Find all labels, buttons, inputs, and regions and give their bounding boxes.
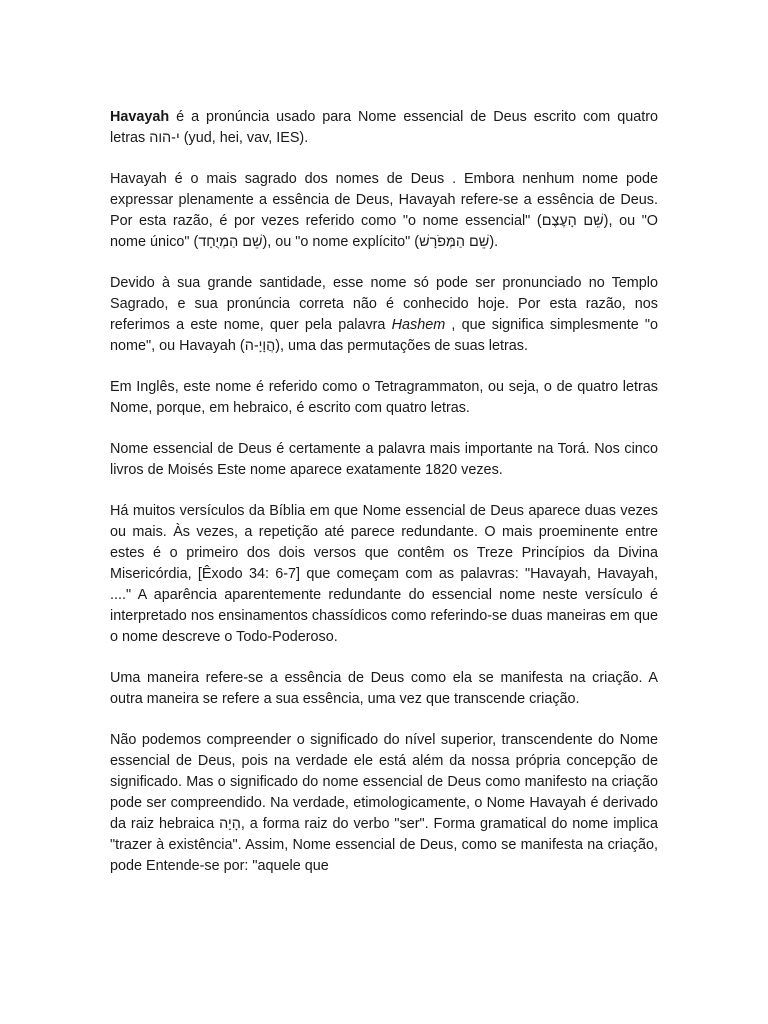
hebrew-havayah: הֲוָיָ-ה: [244, 338, 276, 354]
paragraph-3-text-b: , que significa simplesmente "o nome", ou Havayah (: [110, 317, 658, 354]
paragraph-4: Em Inglês, este nome é referido como o Tetragrammaton, ou seja, o de quatro letras Nome, porque, em hebraico, é escrito com quatro letras.: [110, 379, 658, 416]
hebrew-shem-hamforash: שֵׁם הַמְּפֹרָשׁ: [419, 234, 490, 250]
paragraph-2-text-c: ), ou "o nome explícito" (: [262, 234, 420, 250]
hebrew-hayah: הָיָה: [219, 816, 241, 832]
paragraph-5: Nome essencial de Deus é certamente a palavra mais importante na Torá. Nos cinco livros de Moisés Este nome aparece exatamente 1820 vezes.: [110, 441, 658, 478]
paragraph-2: [110, 169, 658, 253]
paragraph-8-text-b: , a forma raiz do verbo "ser". Forma gramatical do nome implica "trazer à existência". Assim, Nome essencial de Deus, como se manifesta na criação, pode Entende-se por: "aquele que: [110, 816, 658, 874]
hebrew-shem-haetzem: שֵׁם הָעֶצֶם: [541, 213, 604, 229]
paragraph-1-text-b: (yud, hei, vav, IES).: [179, 130, 309, 146]
paragraph-2-text-d: ).: [489, 234, 499, 250]
paragraph-3-text-a: Devido à sua grande santidade, esse nome só pode ser pronunciado no Templo Sagrado, e sua pronúncia correta não é conhecido hoje. Por esta razão, nos referimos a este nome, quer pela palavra: [110, 275, 658, 333]
document-body: [110, 107, 658, 897]
paragraph-1: [110, 107, 658, 149]
term-hashem: Hashem: [391, 317, 446, 333]
paragraph-1-text-a: é a pronúncia usado para Nome essencial de Deus escrito com quatro letras: [110, 109, 658, 146]
paragraph-6: Há muitos versículos da Bíblia em que Nome essencial de Deus aparece duas vezes ou mais. Às vezes, a repetição até parece redundante. O mais proeminente entre estes é o primeiro dos dois versos que contêm os Treze Princípios da Divina Misericórdia, [Êxodo 34: 6-7] que começam com as palavras: "Havayah, Havayah, ...." A aparência aparentemente redundante do essencial nome neste versículo é interpretado nos ensinamentos chassídicos como referindo-se duas maneiras em que o nome descreve o Todo-Poderoso.: [110, 503, 658, 645]
hebrew-shem-hamyuchad: שֵׁם הַמְיֻחָד: [198, 234, 263, 250]
paragraph-8-text-a: Não podemos compreender o significado do nível superior, transcendente do Nome essencial de Deus, pois na verdade ele está além da nossa própria concepção de significado. Mas o significado do nome essencial de Deus como manifesto na criação pode ser compreendido. Na verdade, etimologicamente, o Nome Havayah é derivado da raiz hebraica: [110, 732, 658, 832]
paragraph-8: [110, 730, 658, 877]
paragraph-3-text-c: ), uma das permutações de suas letras.: [275, 338, 528, 354]
paragraph-2-text-a: Havayah é o mais sagrado dos nomes de Deus . Embora nenhum nome pode expressar plenamente a essência de Deus, Havayah refere-se a essência de Deus. Por esta razão, é por vezes referido como "o nome essencial" (: [110, 171, 658, 229]
paragraph-2-text-b: ), ou "O nome único" (: [110, 213, 658, 250]
hebrew-tetragrammaton: י-הוה: [149, 130, 180, 146]
term-havayah: Havayah: [110, 109, 170, 125]
paragraph-3: [110, 273, 658, 357]
paragraph-7: Uma maneira refere-se a essência de Deus como ela se manifesta na criação. A outra maneira se refere a sua essência, uma vez que transcende criação.: [110, 670, 658, 707]
